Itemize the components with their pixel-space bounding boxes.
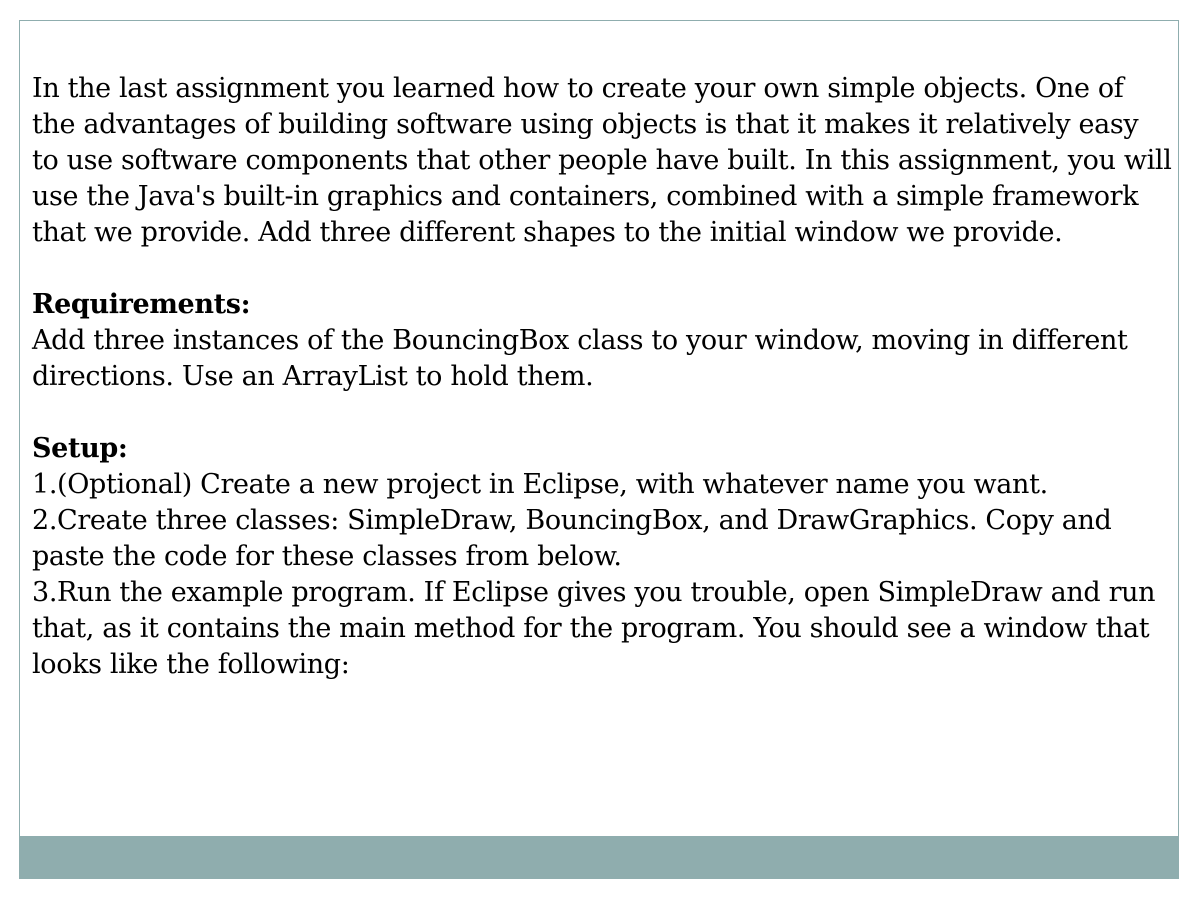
requirements-heading: Requirements: bbox=[32, 289, 251, 320]
footer-bar bbox=[20, 836, 1178, 878]
slide-frame bbox=[19, 20, 1179, 879]
spacer bbox=[32, 251, 1172, 287]
setup-heading: Setup: bbox=[32, 433, 128, 464]
setup-step-3: 3.Run the example program. If Eclipse gives you trouble, open SimpleDraw and run that, as it contains the main method for the program. You should see a window that looks like the following: bbox=[32, 577, 1156, 680]
intro-paragraph: In the last assignment you learned how to create your own simple objects. One of the advantages of building software using objects is that it makes it relatively easy to use software components that other people have built. In this assignment, you will use the Java's built-in graphics and containers, combined with a simple framework that we provide. Add three different shapes to the initial window we provide. bbox=[32, 73, 1172, 248]
spacer bbox=[32, 395, 1172, 431]
setup-step-1: 1.(Optional) Create a new project in Eclipse, with whatever name you want. bbox=[32, 469, 1048, 500]
setup-step-2: 2.Create three classes: SimpleDraw, BouncingBox, and DrawGraphics. Copy and paste the code for these classes from below. bbox=[32, 505, 1112, 572]
slide-content bbox=[32, 71, 1172, 683]
requirements-text: Add three instances of the BouncingBox class to your window, moving in different directions. Use an ArrayList to hold them. bbox=[32, 325, 1128, 392]
